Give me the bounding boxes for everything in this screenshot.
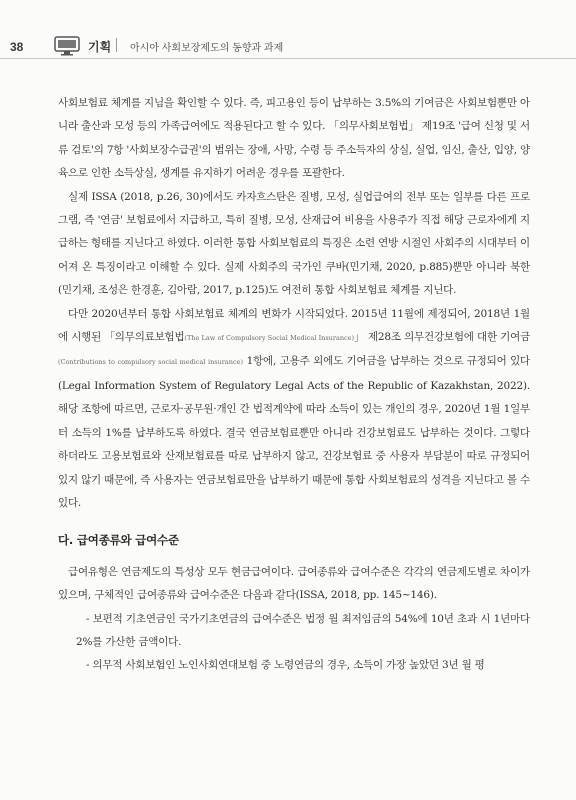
paragraph-3-part-a: 다만 2020년부터 통합 사회보험료 체계의 변화가 시작되었다. 2015년 11월에 제정되어, 2018년 1월에 시행된 「의무의료보험법 <box>58 307 530 344</box>
section-subheading: 다. 급여종류와 급여수준 <box>58 533 179 548</box>
law-english-note: (The Law of Compulsory Social Medical Insurance) <box>184 334 355 343</box>
section-tag: 기획 <box>88 40 112 54</box>
header-rule <box>0 58 576 59</box>
bullet-item-1: - 보편적 기초연금인 국가기초연금의 급여수준은 법정 월 최저임금의 54%에 10년 초과 시 1년마다 2%를 가산한 금액이다. <box>76 612 530 648</box>
bullet-item-2: - 의무적 사회보험인 노인사회연대보험 중 노령연금의 경우, 소득이 가장 높았던 3년 월 평 <box>86 659 485 672</box>
contribution-english-note: (Contributions to compulsory social medical insurance) <box>58 358 243 367</box>
page-header <box>0 0 576 64</box>
paragraph-3 <box>58 303 530 516</box>
paragraph-1: 사회보험료 체계를 지님을 확인할 수 있다. 즉, 피고용인 등이 납부하는 3.5%의 기여금은 사회보험뿐만 아니라 출산과 모성 등의 가족급여에도 적용된다고 할 수 있다. 「의무사회보험법」 제19조 '급여 신청 및 서류 검토'의 7항 '사회보장수급권'의 범위는 장애, 사망, 수령 등 주소득자의 상실, 실업, 임신, 출산, 입양, 양육으로 인한 소득상실, 생계를 유지하기 어려운 경우를 포괄한다. <box>58 97 530 180</box>
paragraph-3-part-c: 1항에, 고용주 외에도 기여금을 납부하는 것으로 규정되어 있다(Legal Information System of Regulatory Legal Acts of the Republic of Kazakhstan, 2022). 해당 조항에 따르면, 근로자·공무원·개인 간 법적계약에 따라 소득이 있는 개인의 경우, 2020년 1월 1일부터 소득의 1%를 납부하도록 하였다. 결국 연금보험료뿐만 아니라 건강보험료도 납부하는 것이다. 그렇다 하더라도 고용보험료와 산재보험료를 따로 납부하지 않고, 건강보험료 중 사용자 부담분이 따로 규정되어 있지 않기 때문에, 즉 사용자는 연금보험료만을 납부하기 때문에 통합 사회보험료의 성격을 지닌다고 볼 수 있다. <box>58 355 530 509</box>
running-title: 아시아 사회보장제도의 동향과 과제 <box>130 43 284 54</box>
header-divider <box>116 38 117 52</box>
paragraph-2: 실제 ISSA (2018, p.26, 30)에서도 카자흐스탄은 질병, 모성, 실업급여의 전부 또는 일부를 다른 프로그램, 즉 '연금' 보험료에서 지급하고, 특히 질병, 모성, 산재급여 비용을 사용주가 직접 해당 근로자에게 지급하는 형태를 지닌다고 하였다. 이러한 통합 사회보험료의 특징은 소련 연방 시절인 사회주의 시대부터 이어져 온 특징이라고 이해할 수 있다. 실제 사회주의 국가인 쿠바(민기채, 2020, p.885)뿐만 아니라 북한(민기채, 조성은 한경훈, 김아람, 2017, p.125)도 여전히 통합 사회보험료 체계를 지닌다. <box>58 190 530 297</box>
page-number: 38 <box>10 40 24 54</box>
monitor-icon <box>54 36 80 56</box>
main-text <box>58 92 530 678</box>
paragraph-4: 급여유형은 연금제도의 특성상 모두 현금급여이다. 급여종류와 급여수준은 각각의 연금제도별로 차이가 있으며, 구체적인 급여종류와 급여수준은 다음과 같다(ISSA, 2018, pp. 145~146). <box>58 565 530 602</box>
paragraph-3-part-b: 」 제28조 의무건강보험에 대한 기여금 <box>354 331 531 344</box>
